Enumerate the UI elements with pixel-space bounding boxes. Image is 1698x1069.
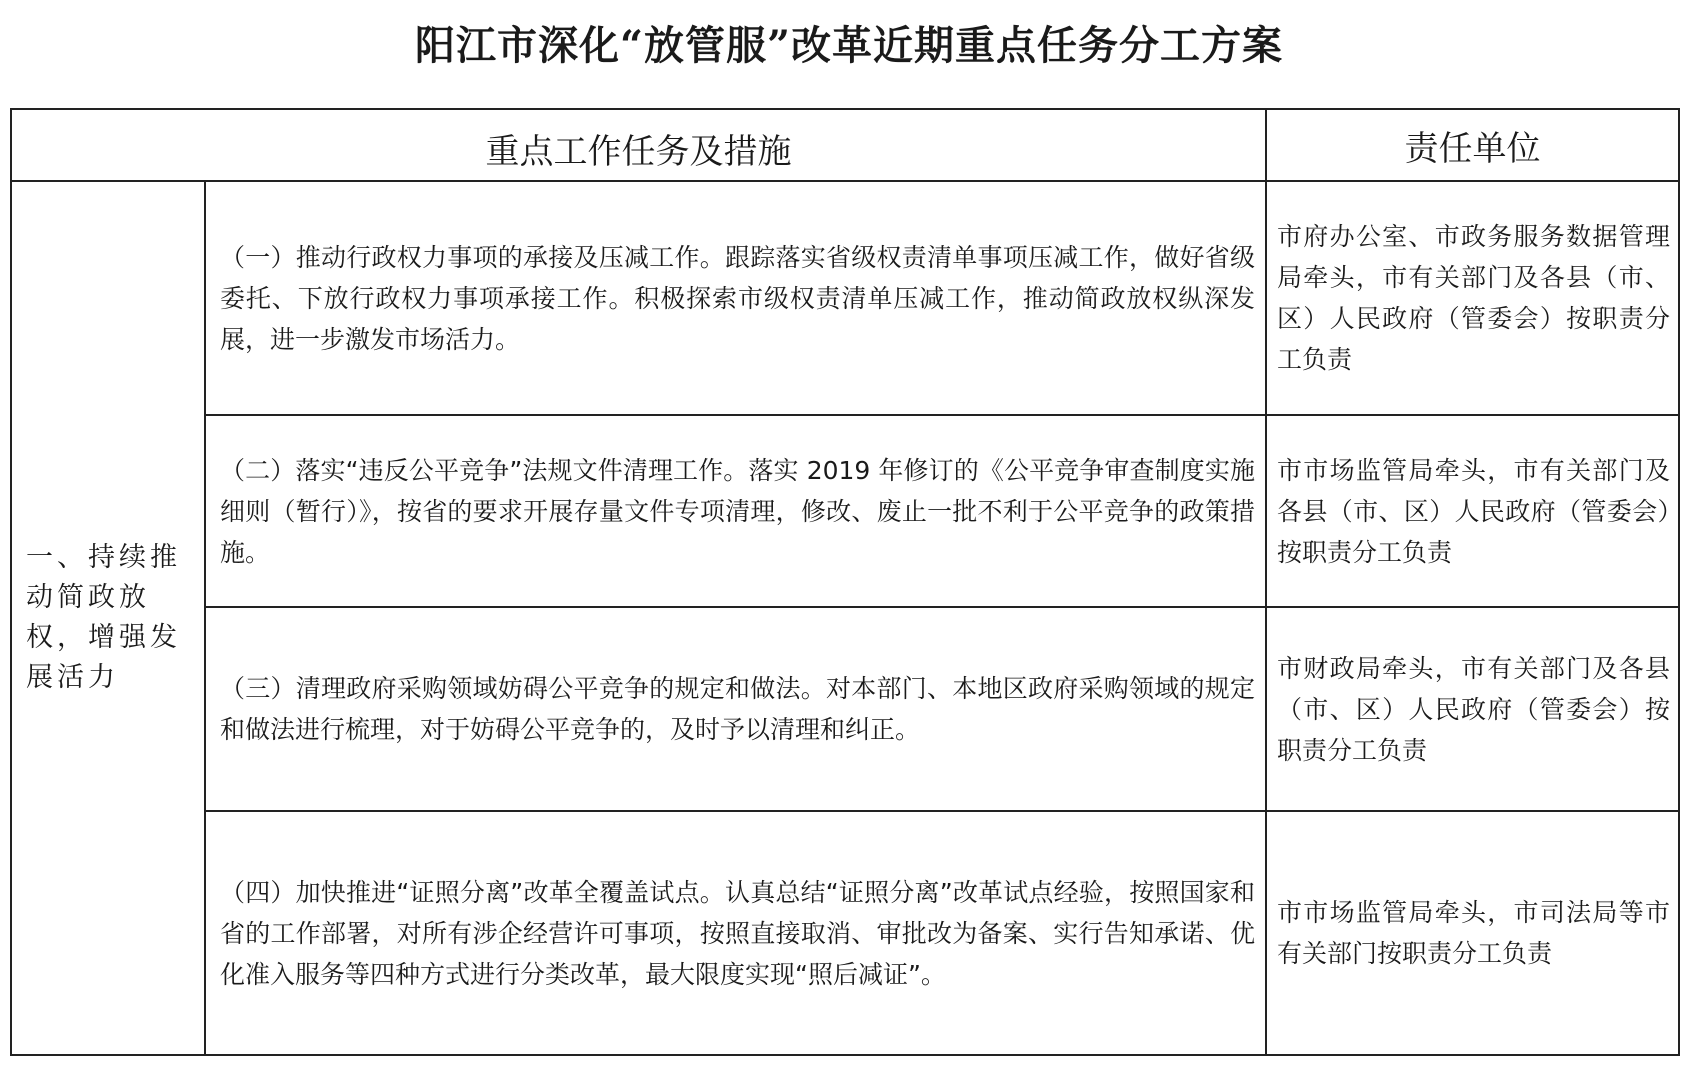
responsible-text-2: 市市场监管局牵头，市有关部门及各县（市、区）人民政府（管委会）按职责分工负责: [1277, 455, 1670, 567]
responsible-row-1: [1267, 182, 1678, 414]
responsible-row-2: [1267, 416, 1678, 606]
task-row-1: [206, 182, 1265, 414]
category-label: 一、持续推动简政放权，增强发展活力: [26, 542, 181, 693]
responsible-text-4: 市市场监管局牵头，市司法局等市有关部门按职责分工负责: [1277, 898, 1670, 968]
document-title: 阳江市深化“放管服”改革近期重点任务分工方案: [414, 22, 1283, 69]
header-responsible: 责任单位: [1404, 128, 1541, 169]
task-row-2: [206, 416, 1265, 606]
task-row-3: [206, 608, 1265, 810]
task-text-3: （三）清理政府采购领域妨碍公平竞争的规定和做法。对本部门、本地区政府采购领域的规定和做法进行梳理，对于妨碍公平竞争的，及时予以清理和纠正。: [220, 674, 1255, 744]
responsible-text-3: 市财政局牵头，市有关部门及各县（市、区）人民政府（管委会）按职责分工负责: [1277, 653, 1670, 765]
task-row-4: [206, 812, 1265, 1054]
header-tasks: 重点工作任务及措施: [485, 131, 792, 172]
responsible-text-1: 市府办公室、市政务服务数据管理局牵头，市有关部门及各县（市、区）人民政府（管委会）按职责分工负责: [1277, 222, 1670, 374]
task-table: [10, 108, 1680, 1056]
responsible-row-3: [1267, 608, 1678, 810]
task-text-4: （四）加快推进“证照分离”改革全覆盖试点。认真总结“证照分离”改革试点经验，按照国家和省的工作部署，对所有涉企经营许可事项，按照直接取消、审批改为备案、实行告知承诺、优化准入服务等四种方式进行分类改革，最大限度实现“照后减证”。: [220, 877, 1255, 989]
task-text-2: （二）落实“违反公平竞争”法规文件清理工作。落实 2019 年修订的《公平竞争审查制度实施细则（暂行）》，按省的要求开展存量文件专项清理，修改、废止一批不利于公平竞争的政策措施。: [220, 455, 1255, 567]
task-text-1: （一）推动行政权力事项的承接及压减工作。跟踪落实省级权责清单事项压减工作，做好省级委托、下放行政权力事项承接工作。积极探索市级权责清单压减工作，推动简政放权纵深发展，进一步激发市场活力。: [220, 242, 1255, 354]
responsible-row-4: [1267, 812, 1678, 1054]
